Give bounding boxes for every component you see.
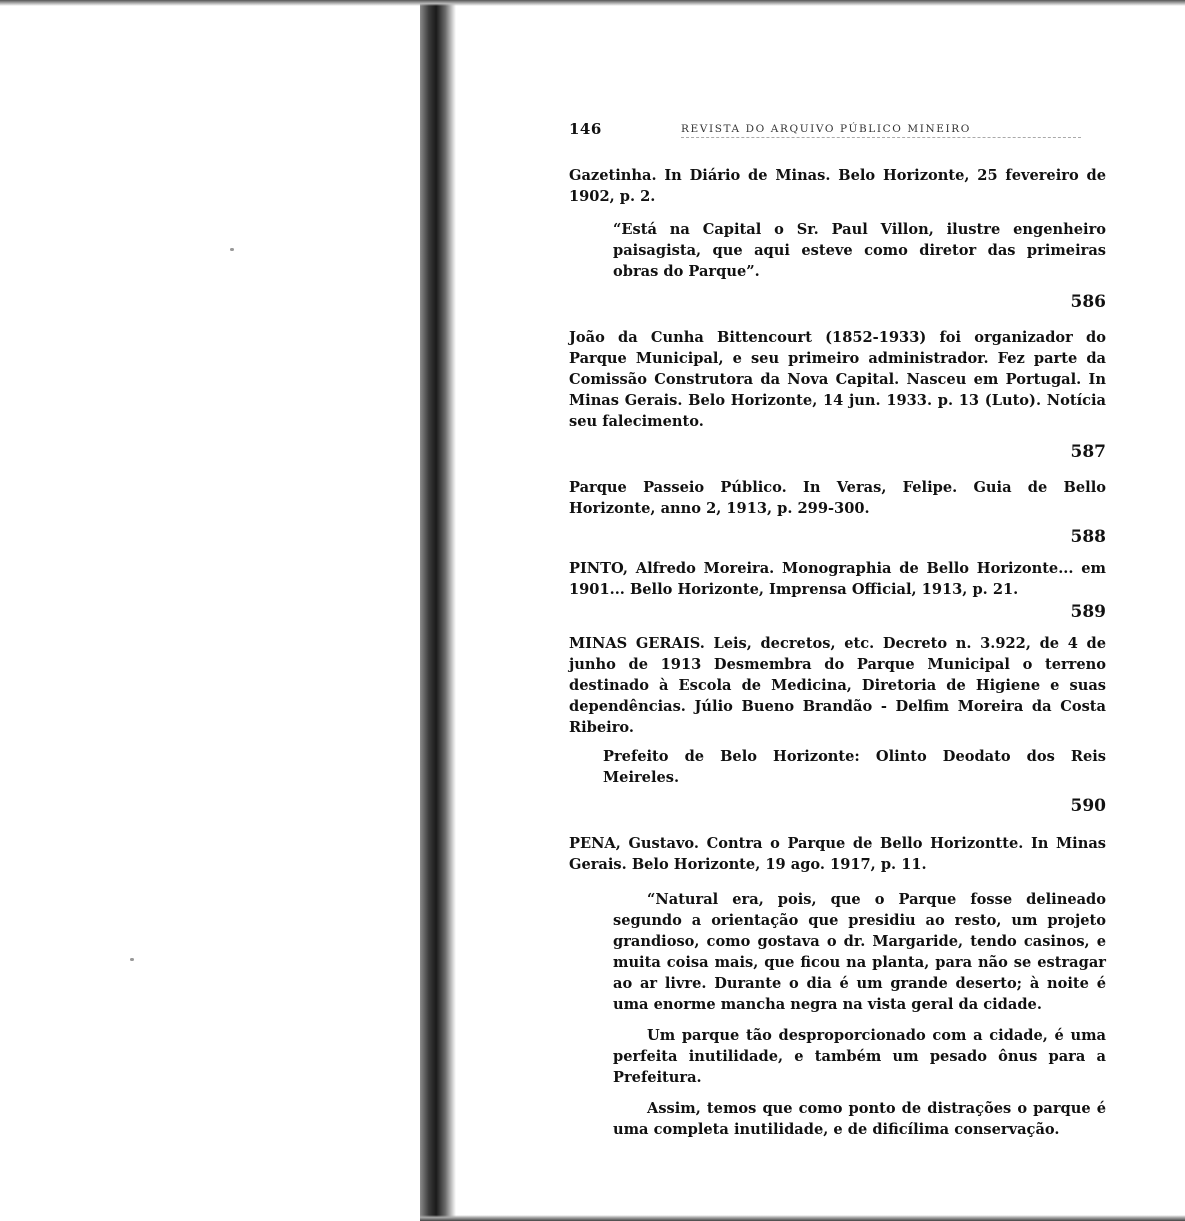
paper-speck: [230, 248, 234, 251]
entry-number: 586: [1070, 292, 1106, 312]
entry-quote: Assim, temos que como ponto de distrações o parque é uma completa inutilidade, e de dificílima conservação.: [613, 1100, 1106, 1138]
bibliography-entry: MINAS GERAIS. Leis, decretos, etc. Decreto n. 3.922, de 4 de junho de 1913 Desmembra do Parque Municipal o terreno destinado à Escola de Medicina, Diretoria de Higiene e suas dependências. Júlio Bueno Brandão - Delfim Moreira da Costa Ribeiro.: [569, 635, 1106, 736]
entry-quote: “Está na Capital o Sr. Paul Villon, ilustre engenheiro paisagista, que aqui esteve como diretor das primeiras obras do Parque”.: [613, 221, 1106, 280]
page-top-edge: [0, 0, 1185, 6]
header-rule: [681, 137, 1081, 138]
page-number: 146: [569, 120, 602, 138]
left-blank-page: [0, 0, 420, 1221]
bibliography-entry: Parque Passeio Público. In Veras, Felipe. Guia de Bello Horizonte, anno 2, 1913, p. 299-300.: [569, 479, 1106, 517]
running-head: REVISTA DO ARQUIVO PÚBLICO MINEIRO: [681, 123, 972, 135]
entry-number: 588: [1070, 527, 1106, 547]
bibliography-entry: João da Cunha Bittencourt (1852-1933) foi organizador do Parque Municipal, e seu primeiro administrador. Fez parte da Comissão Construtora da Nova Capital. Nasceu em Portugal. In Minas Gerais. Belo Horizonte, 14 jun. 1933. p. 13 (Luto). Notícia seu falecimento.: [569, 329, 1106, 430]
bibliography-entry: Gazetinha. In Diário de Minas. Belo Horizonte, 25 fevereiro de 1902, p. 2.: [569, 167, 1106, 205]
entry-number: 590: [1070, 796, 1106, 816]
bibliography-content: [569, 165, 1106, 1140]
paper-speck: [130, 958, 134, 961]
bibliography-entry: PENA, Gustavo. Contra o Parque de Bello Horizontte. In Minas Gerais. Belo Horizonte, 19 ago. 1917, p. 11.: [569, 835, 1106, 873]
page-header: [569, 120, 1109, 142]
entry-number: 589: [1070, 602, 1106, 622]
entry-note: Prefeito de Belo Horizonte: Olinto Deodato dos Reis Meireles.: [603, 748, 1106, 786]
page-bottom-edge: [420, 1215, 1185, 1221]
entry-quote: Um parque tão desproporcionado com a cidade, é uma perfeita inutilidade, e também um pesado ônus para a Prefeitura.: [613, 1027, 1106, 1086]
book-gutter: [420, 0, 456, 1221]
entry-quote: “Natural era, pois, que o Parque fosse delineado segundo a orientação que presidiu ao resto, um projeto grandioso, como gostava o dr. Margaride, tendo casinos, e muita coisa mais, que ficou na planta, para não se estragar ao ar livre. Durante o dia é um grande deserto; à noite é uma enorme mancha negra na vista geral da cidade.: [613, 891, 1106, 1013]
bibliography-entry: PINTO, Alfredo Moreira. Monographia de Bello Horizonte... em 1901... Bello Horizonte, Imprensa Official, 1913, p. 21.: [569, 560, 1106, 598]
entry-number: 587: [1070, 442, 1106, 462]
